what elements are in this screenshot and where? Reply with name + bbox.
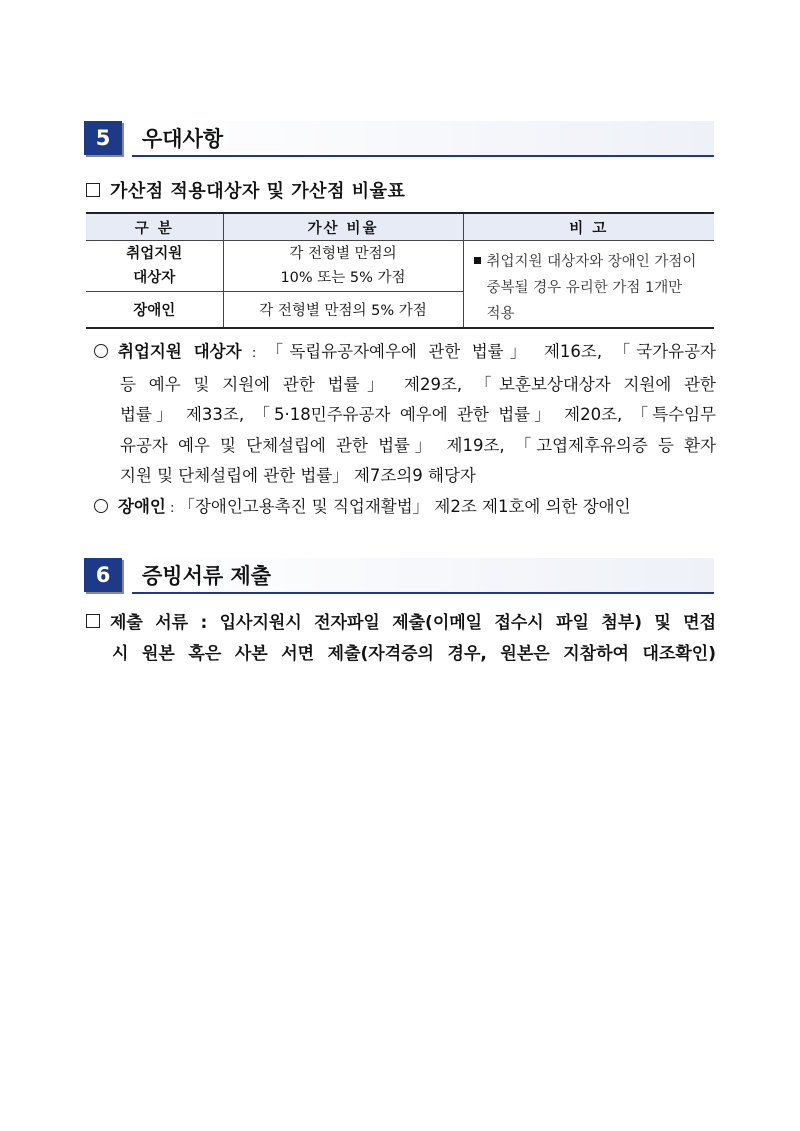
section-5-number: 5	[84, 121, 122, 155]
bonus-table-heading-text: 가산점 적용대상자 및 가산점 비율표	[110, 181, 406, 202]
header-note: 비 고	[463, 213, 714, 241]
row-label-disabled: 장애인	[86, 292, 223, 328]
documents-submission	[86, 608, 716, 669]
item-line: 등 예우 및 지원에 관한 법률」 제29조, 「보훈보상대상자 지원에 관한	[120, 374, 716, 394]
section-6-title: 증빙서류 제출	[142, 564, 272, 588]
item-text: 「독립유공자예우에 관한 법률」 제16조, 「국가유공자	[266, 342, 716, 361]
row-note	[463, 241, 714, 329]
note-line: 취업지원 대상자와 장애인 가점이	[486, 254, 697, 270]
table-row	[86, 241, 714, 292]
note-line: 적용	[486, 306, 515, 322]
disabled-item	[94, 492, 716, 525]
item-text: 「장애인고용촉진 및 직업재활법」 제2조 제1호에 의한 장애인	[178, 497, 631, 516]
section-5-title: 우대사항	[142, 127, 224, 151]
item-line	[94, 337, 716, 370]
bonus-table-heading	[86, 177, 405, 203]
row-rate-disabled: 각 전형별 만점의 5% 가점	[223, 292, 463, 328]
submission-line: 시 원본 혹은 사본 서면 제출(자격증의 경우, 원본은 지참하여 대조확인)	[112, 643, 716, 664]
item-line: 지원 및 단체설립에 관한 법률」 제7조의9 해당자	[120, 466, 476, 485]
label-line: 취업지원	[126, 246, 183, 263]
item-colon: :	[241, 346, 267, 361]
note-line: 중복될 경우 유리한 가점 1개만	[486, 280, 683, 296]
submission-line	[86, 608, 716, 639]
row-label-employment-support	[86, 241, 223, 292]
item-line	[94, 492, 716, 525]
rate-line: 각 전형별 만점의	[289, 246, 397, 263]
row-rate-employment-support	[223, 241, 463, 292]
item-line: 법률」 제33조, 「5·18민주유공자 예우에 관한 법률」 제20조, 「특수임무	[120, 405, 716, 424]
circle-bullet-icon	[94, 344, 108, 358]
header-rate: 가산 비율	[223, 213, 463, 241]
bonus-rate-table	[86, 212, 714, 329]
section-6-number: 6	[84, 558, 122, 592]
employment-support-item	[94, 337, 716, 492]
square-filled-bullet-icon	[474, 257, 481, 264]
label-line: 대상자	[133, 270, 176, 287]
rate-line: 10% 또는 5% 가점	[280, 270, 406, 287]
table-header-row	[86, 213, 714, 241]
section-5-header	[132, 121, 714, 157]
submission-text: 제출 서류 : 입사지원시 전자파일 제출(이메일 접수시 파일 첨부) 및 면접	[110, 613, 716, 633]
circle-bullet-icon	[94, 499, 108, 513]
header-category: 구 분	[86, 213, 223, 241]
item-lead: 장애인	[118, 497, 166, 516]
item-colon: :	[165, 501, 179, 516]
square-bullet-icon	[86, 183, 100, 197]
section-6-header	[132, 558, 714, 594]
item-line: 유공자 예우 및 단체설립에 관한 법률」 제19조, 「고엽제후유의증 등 환자	[120, 435, 716, 455]
square-bullet-icon	[86, 614, 100, 628]
item-lead: 취업지원 대상자	[118, 342, 242, 361]
